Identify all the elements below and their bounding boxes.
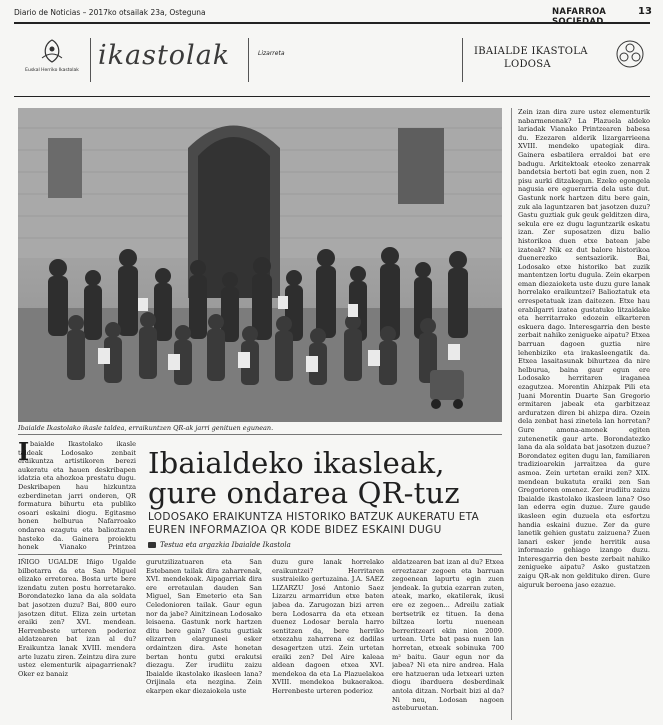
banner-title: ikastolak — [98, 40, 231, 71]
subtitle: LODOSAKO ERAIKUNTZA HISTORIKO BATZUK AUKERATU ETA EUREN INFORMAZIOA QR KODE BIDEZ ESKAINI DUGU — [148, 511, 480, 536]
header-date: Diario de Noticias – 2017ko otsailak 23a, Osteguna — [14, 8, 206, 17]
right-column-rule — [511, 108, 512, 720]
header-rule — [14, 22, 650, 24]
group-photo — [18, 108, 502, 422]
banner-rule — [14, 96, 650, 97]
page-number: 13 — [638, 6, 652, 17]
byline — [148, 541, 502, 549]
intro-block — [18, 437, 136, 552]
page-header — [14, 8, 650, 22]
caption-rule — [18, 434, 502, 435]
logo-caption: Euskal Herriko Ikastolak — [25, 68, 79, 73]
column-2: gurutzilizatuaren eta San Estebanen tailak dira zaharrenak, XVI. mendekoak. Aipagarriak dira ere erretaulan dauden San Miguel, San Emeterio eta San Celedonioren tailak. Gaur egun nor da jabe? Ainitzinean Lodosako leisaena. Gastunk nork hartzen ditu bere gain? Gastu guztiak elizarren elarguneei esker ordaintzen dira. Aste honetan bertan hontu gutxi erakutsi diezagu. Zer irudiitu zaizu Ibaialde ikastolako ikasleen lana? Orijinala eta nezgina. Zein ekarpen ekar diezaiokela uste — [146, 558, 262, 695]
column-4: aldatzearen bat izan al du? Etxea erreztazar zegoen eta barruan zegoenean lapurtu egin zuen jendeak. Ia gutxia ezarran zuten, ateak, marko, ekatilerak, ikusi ere ez zegoen... Adreilu zatiak bertsetrik ez tituen. Ia dena biltzea lortu nuenean berreritzeari ekin nion 2009. urtean. Urte bat pasa nuen lan horretan, etxeak sobinuka 700 m² baitu. Gaur egun nor da jabea? Ni eta nire andrea. Hala ere hatzueran uda letxeari uzten diogu ibarduera desberdinak antola ditzan. Norbait bizi al da? Ni neu, Lodosan nagoen asteburuetan. — [392, 558, 504, 713]
right-column: Zein izan dira zure ustez elementurik nabarmenenak? La Plazuela aldeko lariadak Vianako Printzearen babesa du. Ezezaren alderik lizargarrieena XVIII. mendeko upategiak dira. Gainera esbatilera erraldoi bat ere badugu. Arkitektoak eteoko zenarrak bandetsia bertoti bat egin zuen, non 2 pisu aurki ditzakegun. Ezeko egongela nagusia ere eguerarria dela uste dut. Gastunk nork hartzen ditu bere gain, zuk ala laguntzaren bat jasotzen duzu? Gastu guztiak guk geuk gelditzen dira, sekula ere ez dugu laguntzarik eskatu izan. Zer suposatzen dizu balio historikoa duen etxe batean jabe izateak? Nik ez dut balore historikoa duenerezko sentsaziorik. Bai, Lodosako etxe historiko bat zuzik mantentzen lortu dugula. Zein ekarpen eman diezaioketa uste duzu gure lanak horrelako eraikuntzei? Balioztatuk eta errespetatuak izan daitezen. Etxe hau erabilgarri izatea gustatuko litzaidake eta herritarrako edozein elkarteren eskuera dago. Interesgarria den beste zerbait nahiko zenigueke aipatu? Etxea barruan dagoen guztia nire lehenbiziko eta irakasleengatik da. Etxea lasaitasunak bihurtzea da nire helburua, baina gaur egun ere Lodosako herritaren iraganea ezagutzea. Morentin Ahizpak Pili eta Juani Morentin Duarte San Gregorio ermitaren jabeak eta garbitzeaz arduratzen diren bi ahizpa dira. Ozein dela zenbat hasi zinetela lan horretan? Gure amona-amonek egiten zutenenetik gaur arte. Borondatezko lana da ala soldata bat jasotzen duzue? Borondatez egiten dugu lan, familiaren tradizioarekin jarraitzea da gure asmoa. Zein urtetan eraiki zen? XIX. mendean bukatuta eraiki zen San Gregorioren omenez. Zer irudiitu zaizu Ibaialde ikastolako ikasleen lana? Oso lan ederra egin duzue. Zure gaude ikasleen egin duzuela eta esfortzu handia eskaini duzue. Zer da gure lanetik gehien gustatu zaizuena? Zuen lanari esker jende herritik ausa informazio gehiago izango duzu. Interesgarria den beste zerbait nahiko zenigueke aipatu? Asko gustatzen zaigu QR-ak non geldituko diren. Gure aiguruk beroena jaso ezazue. — [518, 108, 650, 589]
banner-divider-2 — [248, 38, 249, 82]
partner-logo: Lizarreta — [258, 50, 285, 57]
school-town: LODOSA — [504, 59, 551, 70]
ikastolak-logo-icon — [34, 36, 70, 66]
school-name: IBAIALDE IKASTOLA — [474, 46, 588, 57]
intro-text: baialde Ikastolako ikasle taldeak Lodosako zenbait eraikuntza artistikoren berezi aukeratu eta hauen deskribapen idatzia eta ahozkoa prestatu dugu. Deskribapen hau hizkuntza ezberdinetan jarri onderen, QR formatura bihurtu eta publiko osoari eskaini diogu. Egitasmo honen helburua Nafarroako ondarea ezagutu eta balioztazen hasteko da. Gainera proiektu honek Vianako Printzea — [18, 440, 136, 552]
headline: Ibaialdeko ikasleak, gure ondarea QR-tuz — [148, 446, 460, 510]
byline-text: Testua eta argazkia Ibaialde Ikastola — [160, 541, 291, 549]
photo-caption: Ibaialde Ikastolako ikasle taldea, erraikuntzen QR-ak jarri genituen egunean. — [18, 424, 274, 432]
banner — [14, 32, 650, 94]
school-emblem-icon — [614, 38, 646, 70]
header-section: NAFARROA — [552, 7, 607, 17]
drop-cap: I — [18, 437, 30, 466]
camera-icon — [148, 542, 156, 548]
column-3: duzu gure lanak horrelako eraikuntzei? Herritaren sustraieiko gertuzaina. J.A. SAEZ LIZARZU José Antonio Saez Lizarzu armarridun etxe baten jabea da. Zarugozan bizi arren bera Lodosarra da eta etxean duenez Lodosar berala harro sentitzen da, bere herriko etxezahu zaharrena ez dadilas desagertzen utzi. Zein urtetan eraiki zen? Del Aire kaleaa aldean dagoen etxea XVI. mendekoa da eta La Plazuelakoa XVIII. mendekoa bukaerakoa. Herrenbeste urteren poderioz — [272, 558, 384, 695]
columns-rule — [18, 554, 502, 555]
column-1: IÑIGO UGALDE Iñigo Ugalde bilbotarra da eta San Miguel elizako erretorea. Bosta urte bere izendatu zuten postu horretarako. Borondatezko lana da ala soldata bat jasotzen duzu? Bai, 800 euro jasotzen ditut. Eliza zein urtetan eraiki zen? XVI. mendean. Herrenbeste urteren poderioz aldatzearen bat izan al du? Eraikuntza lanak XVIII. mendera arte luzatu ziren. Zeintzu dira zure ustez elementurik aipagarrienak? Oker ez banaiz — [18, 558, 136, 678]
banner-divider-3 — [462, 38, 463, 82]
banner-divider — [90, 38, 91, 82]
